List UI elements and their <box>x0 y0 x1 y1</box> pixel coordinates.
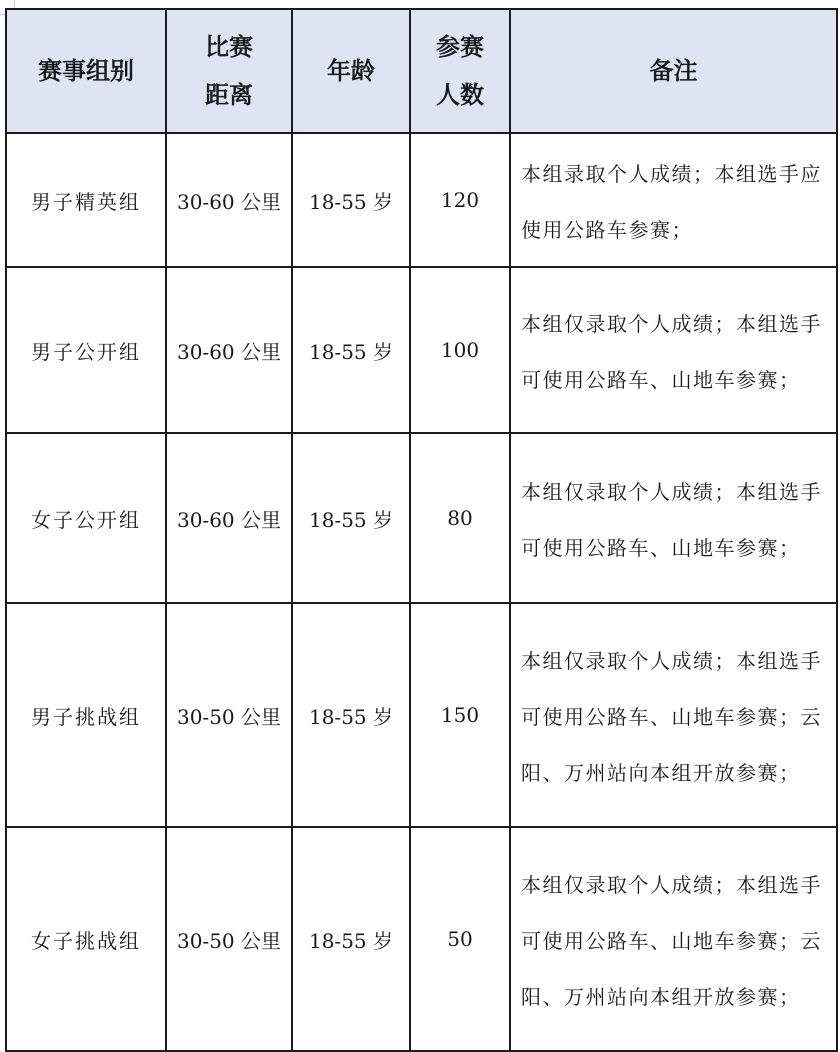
cell-age: 18-55 岁 <box>292 267 410 433</box>
cell-distance: 30-60 公里 <box>166 267 292 433</box>
cell-count: 50 <box>410 827 510 1051</box>
cell-group: 女子公开组 <box>6 433 166 603</box>
table-row <box>6 433 837 603</box>
cell-notes: 本组仅录取个人成绩；本组选手可使用公路车、山地车参赛； <box>510 267 837 433</box>
cell-group: 男子挑战组 <box>6 603 166 827</box>
table-row <box>6 603 837 827</box>
race-groups-table <box>5 8 838 1052</box>
cell-notes: 本组仅录取个人成绩；本组选手可使用公路车、山地车参赛；云阳、万州站向本组开放参赛； <box>510 603 837 827</box>
cell-notes: 本组仅录取个人成绩；本组选手可使用公路车、山地车参赛； <box>510 433 837 603</box>
cell-age: 18-55 岁 <box>292 603 410 827</box>
cell-notes: 本组录取个人成绩；本组选手应使用公路车参赛； <box>510 133 837 267</box>
table-body <box>6 133 837 1051</box>
table-header <box>6 9 837 133</box>
cell-distance: 30-50 公里 <box>166 603 292 827</box>
cell-group: 男子精英组 <box>6 133 166 267</box>
cell-count: 150 <box>410 603 510 827</box>
table-row <box>6 267 837 433</box>
cell-distance: 30-60 公里 <box>166 133 292 267</box>
header-row <box>6 9 837 133</box>
header-distance: 比赛 距离 <box>166 9 292 133</box>
cell-count: 100 <box>410 267 510 433</box>
header-notes: 备注 <box>510 9 837 133</box>
cell-group: 女子挑战组 <box>6 827 166 1051</box>
cell-notes: 本组仅录取个人成绩；本组选手可使用公路车、山地车参赛；云阳、万州站向本组开放参赛； <box>510 827 837 1051</box>
cell-age: 18-55 岁 <box>292 827 410 1051</box>
cell-age: 18-55 岁 <box>292 133 410 267</box>
header-age: 年龄 <box>292 9 410 133</box>
table-row <box>6 827 837 1051</box>
cell-distance: 30-50 公里 <box>166 827 292 1051</box>
header-group: 赛事组别 <box>6 9 166 133</box>
table-row <box>6 133 837 267</box>
cell-age: 18-55 岁 <box>292 433 410 603</box>
cell-distance: 30-60 公里 <box>166 433 292 603</box>
cell-count: 120 <box>410 133 510 267</box>
header-count: 参赛 人数 <box>410 9 510 133</box>
cell-count: 80 <box>410 433 510 603</box>
cell-group: 男子公开组 <box>6 267 166 433</box>
